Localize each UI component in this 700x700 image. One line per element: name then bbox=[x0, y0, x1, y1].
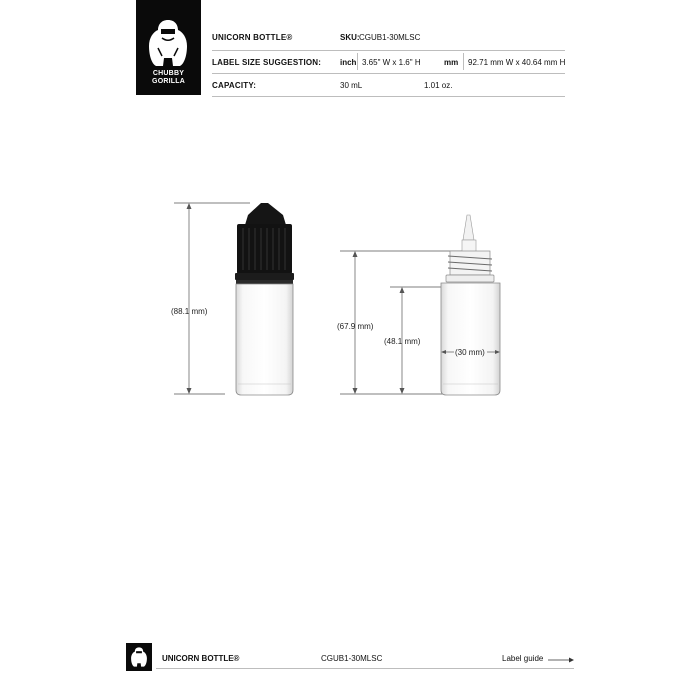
label-size-label: LABEL SIZE SUGGESTION: bbox=[212, 58, 322, 67]
capacity-label: CAPACITY: bbox=[212, 81, 257, 90]
footer-sku: CGUB1-30MLSC bbox=[321, 654, 383, 663]
diameter-label: (30 mm) bbox=[455, 348, 485, 357]
sku-label: SKU: bbox=[340, 33, 360, 42]
capacity-ml: 30 mL bbox=[340, 81, 363, 90]
sku-value: CGUB1-30MLSC bbox=[359, 33, 421, 42]
brand-name-line2: GORILLA bbox=[152, 78, 185, 85]
bottle-without-cap bbox=[441, 215, 500, 395]
inch-unit: inch bbox=[340, 58, 357, 67]
total-height-label: (88.1 mm) bbox=[171, 307, 208, 316]
footer-logo bbox=[126, 643, 152, 671]
capacity-oz: 1.01 oz. bbox=[424, 81, 453, 90]
mm-value: 92.71 mm W x 40.64 mm H bbox=[468, 58, 566, 67]
inch-value: 3.65" W x 1.6" H bbox=[362, 58, 421, 67]
mm-unit: mm bbox=[444, 58, 459, 67]
page-footer bbox=[124, 643, 574, 673]
body-height-label: (48.1 mm) bbox=[384, 337, 421, 346]
footer-rule bbox=[156, 668, 574, 669]
bottle-with-cap bbox=[235, 203, 294, 395]
body-with-neck-label: (67.9 mm) bbox=[337, 322, 374, 331]
footer-label-guide: Label guide bbox=[502, 654, 544, 663]
product-name: UNICORN BOTTLE® bbox=[212, 33, 293, 42]
arrow-right-icon bbox=[548, 656, 574, 664]
gorilla-icon bbox=[129, 646, 149, 668]
brand-name-line1: CHUBBY bbox=[152, 70, 185, 77]
footer-product: UNICORN BOTTLE® bbox=[162, 654, 240, 663]
